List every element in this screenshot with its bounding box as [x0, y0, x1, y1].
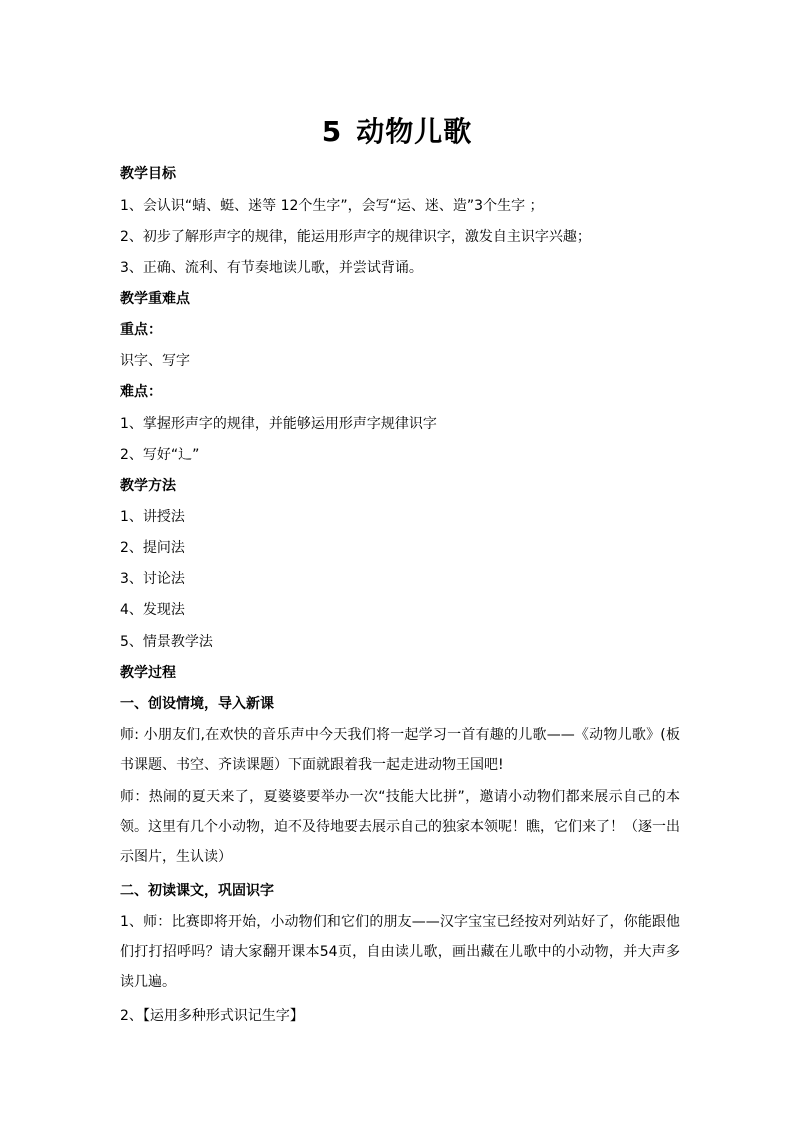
method-item-4: 4、发现法 [120, 602, 185, 618]
page-title [0, 112, 794, 152]
method-item-2: 2、提问法 [120, 540, 185, 556]
key-label: 重点： [120, 322, 162, 338]
difficulty-label: 难点： [120, 384, 162, 400]
process-heading: 教学过程 [120, 665, 176, 681]
lesson-number: 5 [321, 115, 343, 148]
goal-item-2: 2、初步了解形声字的规律，能运用形声字的规律识字，激发自主识字兴趣； [120, 229, 591, 245]
goal-item-1: 1、会认识“蜻、蜓、迷等 12个生字”，会写“运、迷、造”3个生字 ； [120, 198, 544, 214]
method-item-5: 5、情景教学法 [120, 634, 213, 650]
goal-item-3: 3、正确、流利、有节奏地读儿歌，并尝试背诵。 [120, 260, 423, 276]
step1-heading: 一、创设情境，导入新课 [120, 696, 274, 712]
step2-heading: 二、初读课文，巩固识字 [120, 883, 274, 899]
step1-paragraph-2: 师：热闹的夏天来了，夏婆婆要举办一次“技能大比拼”，邀请小动物们都来展示自己的本领。这里有几个小动物，迫不及待地要去展示自己的独家本领呢！瞧，它们来了！（逐一出示图片，生认读） [120, 789, 680, 865]
goals-heading: 教学目标 [120, 166, 176, 182]
step2-item-2: 2、【运用多种形式识记生字】 [120, 1008, 304, 1024]
key-points-heading: 教学重难点 [120, 291, 190, 307]
lesson-title: 动物儿歌 [356, 115, 473, 148]
method-item-3: 3、讨论法 [120, 571, 185, 587]
difficulty-item-2: 2、写好“辶” [120, 447, 200, 463]
step1-paragraph-1: 师: 小朋友们,在欢快的音乐声中今天我们将一起学习一首有趣的儿歌——《动物儿歌》(板书课题、书空、齐读课题）下面就跟着我一起走进动物王国吧! [120, 727, 680, 773]
step2-paragraph-1: 1、师：比赛即将开始，小动物们和它们的朋友——汉字宝宝已经按对列站好了，你能跟他们打打招呼吗？请大家翻开课本54页，自由读儿歌，画出藏在儿歌中的小动物，并大声多读几遍。 [120, 914, 680, 990]
difficulty-item-1: 1、掌握形声字的规律，并能够运用形声字规律识字 [120, 416, 437, 432]
key-text: 识字、写字 [120, 353, 190, 369]
method-item-1: 1、讲授法 [120, 509, 185, 525]
methods-heading: 教学方法 [120, 478, 176, 494]
